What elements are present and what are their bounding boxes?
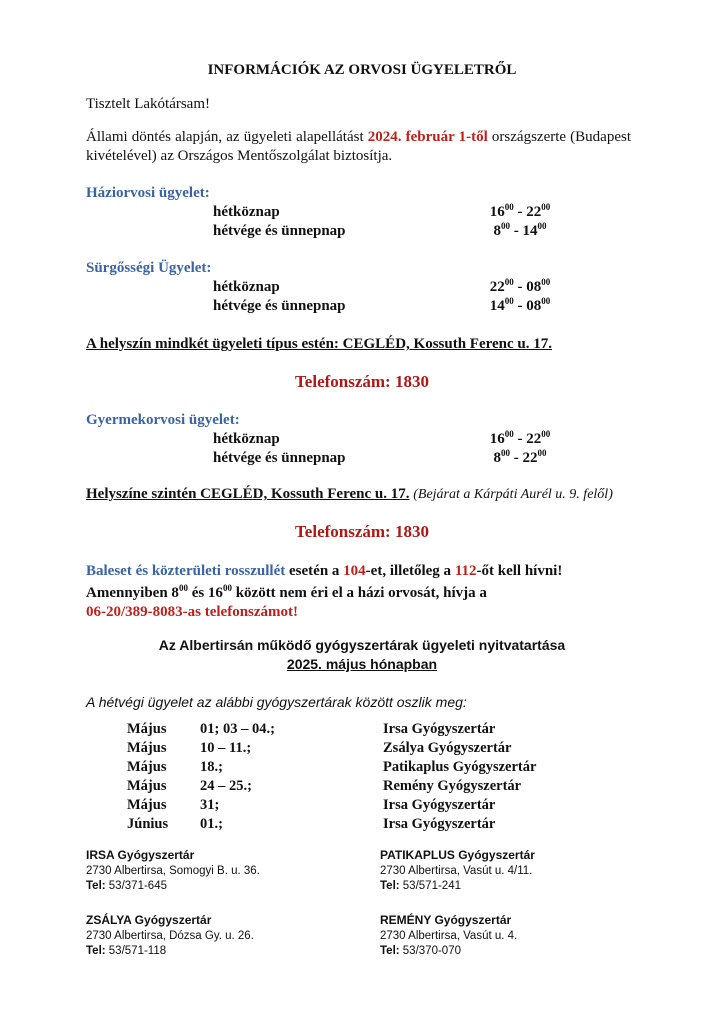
surgossegi-row-time: $14^{00} - 08^{00}$ (489, 296, 551, 314)
schedule-pharmacy: Patikaplus Gyógyszertár (383, 759, 537, 775)
pharmacy-contact-patikaplus (380, 848, 535, 892)
schedule-dates: 10 – 11.; (200, 740, 252, 756)
contact-address: 2730 Albertirsa, Vasút u. 4/11. (380, 865, 533, 877)
contact-phone: Tel: 53/571-241 (380, 880, 461, 892)
surgossegi-title: Sürgősségi Ügyelet: (86, 260, 212, 276)
pharmacy-subtitle: A hétvégi ügyelet az alábbi gyógyszertárak között oszlik meg: (86, 694, 467, 710)
contact-name: REMÉNY Gyógyszertár (380, 913, 512, 927)
emergency-highlight: Baleset és közterületi rosszullét (86, 563, 286, 579)
gyermek-title: Gyermekorvosi ügyelet: (86, 412, 240, 428)
contact-address: 2730 Albertirsa, Somogyi B. u. 36. (86, 865, 260, 877)
haziorvosi-row-label: hétvége és ünnepnap (213, 223, 346, 239)
schedule-dates: 31; (200, 797, 220, 813)
schedule-month: Május (127, 759, 167, 775)
location-children-note: (Bejárat a Kárpáti Aurél u. 9. felől) (413, 487, 613, 502)
schedule-dates: 01.; (200, 816, 223, 832)
gyermek-row-label: hétköznap (213, 431, 280, 447)
haziorvosi-row-time: $16^{00} - 22^{00}$ (489, 202, 551, 220)
schedule-pharmacy: Irsa Gyógyszertár (383, 797, 496, 813)
intro-start-date: 2024. február 1-től (367, 129, 488, 145)
location-children-main: Helyszíne szintén CEGLÉD, Kossuth Ferenc u. 17. (86, 486, 410, 502)
schedule-pharmacy: Remény Gyógyszertár (383, 778, 522, 794)
contact-name: PATIKAPLUS Gyógyszertár (380, 848, 535, 862)
gyermek-row-label: hétvége és ünnepnap (213, 450, 346, 466)
phone-number-adult: Telefonszám: 1830 (295, 372, 429, 391)
document-title: INFORMÁCIÓK AZ ORVOSI ÜGYELETRŐL (207, 62, 517, 78)
pharmacy-contact-zsalya (86, 913, 254, 957)
surgossegi-row-label: hétköznap (213, 279, 280, 295)
location-children (86, 486, 613, 503)
contact-name: ZSÁLYA Gyógyszertár (86, 913, 212, 927)
intro-text-before: Állami döntés alapján, az ügyeleti alapellátást (86, 129, 368, 145)
schedule-dates: 01; 03 – 04.; (200, 721, 275, 737)
intro-paragraph (86, 128, 631, 166)
schedule-month: Június (127, 816, 169, 832)
emergency-number-112: 112 (454, 563, 477, 579)
contact-address: 2730 Albertirsa, Dózsa Gy. u. 26. (86, 930, 254, 942)
schedule-month: Május (127, 797, 167, 813)
surgossegi-row-time: $22^{00} - 08^{00}$ (489, 277, 551, 295)
emergency-number-104: 104 (343, 563, 366, 579)
schedule-pharmacy: Irsa Gyógyszertár (383, 816, 496, 832)
schedule-dates: 18.; (200, 759, 223, 775)
schedule-month: Május (127, 740, 167, 756)
schedule-month: Május (127, 721, 167, 737)
contact-address: 2730 Albertirsa, Vasút u. 4. (380, 930, 518, 942)
schedule-pharmacy: Zsálya Gyógyszertár (383, 740, 512, 756)
doctor-phone-number: 06-20/389-8083-as telefonszámot! (86, 604, 299, 620)
surgossegi-row-label: hétvége és ünnepnap (213, 298, 346, 314)
contact-phone: Tel: 53/371-645 (86, 880, 167, 892)
haziorvosi-row-time: $8^{00} - 14^{00}$ (493, 221, 547, 239)
location-adult: A helyszín mindkét ügyeleti típus estén: CEGLÉD, Kossuth Ferenc u. 17. (86, 336, 553, 352)
doctor-unavailable-note: Amennyiben $8^{00}$ és $16^{00}$ között nem éri el a házi orvosát, hívja a 06-20/389-8083-as telefonszámot! (86, 583, 487, 620)
contact-phone: Tel: 53/571-118 (86, 945, 167, 957)
haziorvosi-title: Háziorvosi ügyelet: (86, 185, 210, 201)
schedule-month: Május (127, 778, 167, 794)
schedule-dates: 24 – 25.; (200, 778, 252, 794)
pharmacy-heading-line2: 2025. május hónapban (286, 656, 438, 672)
schedule-pharmacy: Irsa Gyógyszertár (383, 721, 496, 737)
emergency-line: Baleset és közterületi rosszullét esetén a 104-et, illetőleg a 112-őt kell hívni! (86, 563, 563, 579)
contact-phone: Tel: 53/370-070 (380, 945, 461, 957)
greeting: Tisztelt Lakótársam! (86, 96, 211, 112)
phone-number-children: Telefonszám: 1830 (295, 522, 429, 541)
gyermek-row-time: $8^{00} - 22^{00}$ (493, 448, 547, 466)
intro-text-after: országszerte (Budapest kivételével) az Országos Mentőszolgálat biztosítja. (86, 129, 631, 164)
pharmacy-contact-irsa (86, 848, 260, 892)
contact-name: IRSA Gyógyszertár (86, 848, 195, 862)
pharmacy-contact-remeny (380, 913, 517, 957)
haziorvosi-row-label: hétköznap (213, 204, 280, 220)
pharmacy-heading-line1: Az Albertirsán működő gyógyszertárak ügyeleti nyitvatartása (158, 637, 566, 653)
gyermek-row-time: $16^{00} - 22^{00}$ (489, 429, 551, 447)
